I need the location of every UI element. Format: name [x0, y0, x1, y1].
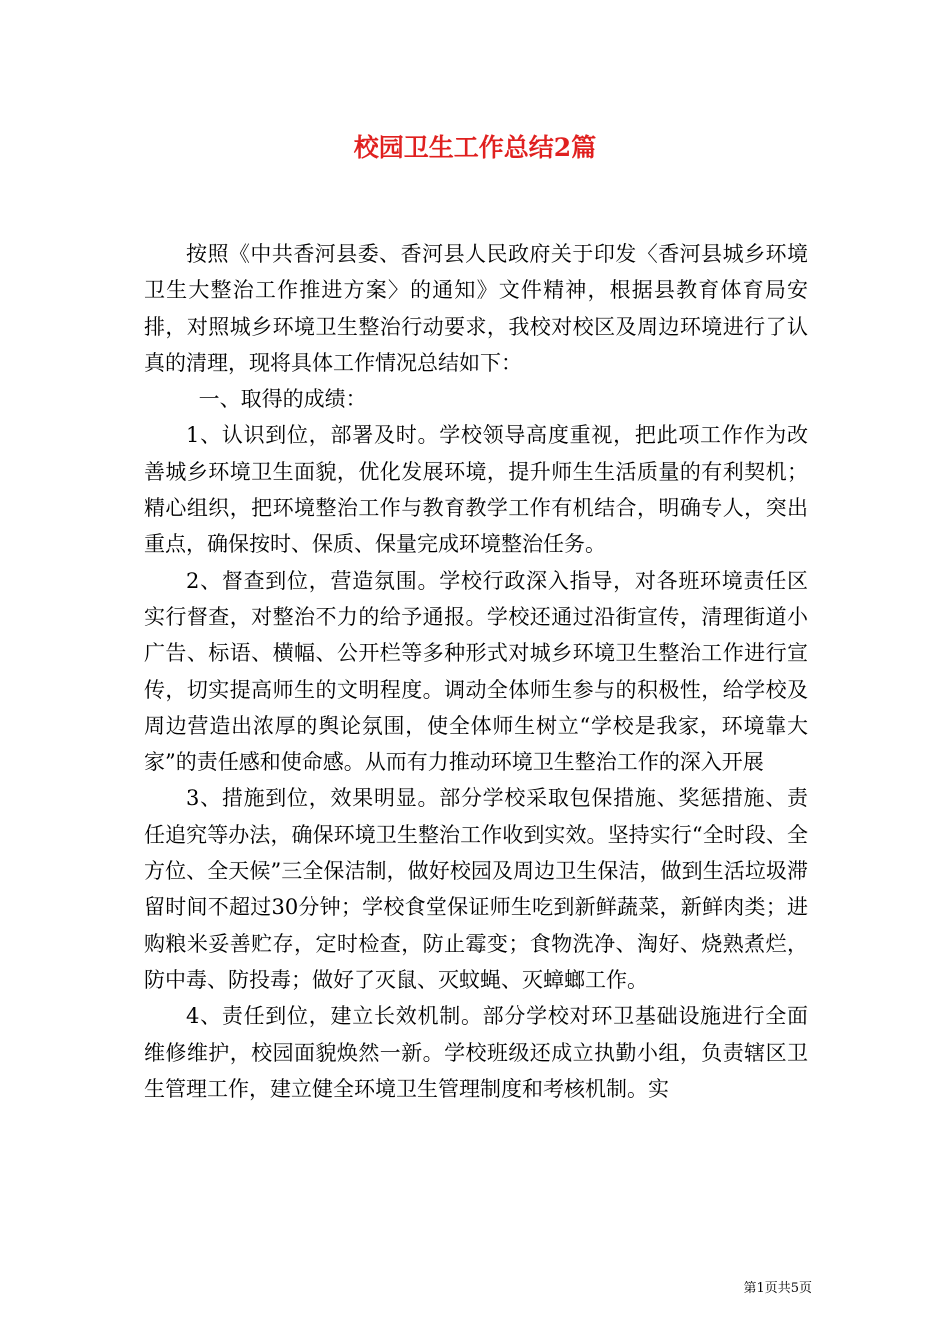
- paragraph-item-4: 4、责任到位，建立长效机制。部分学校对环卫基础设施进行全面维修维护，校园面貌焕然一新。学校班级还成立执勤小组，负责辖区卫生管理工作，建立健全环境卫生管理制度和考核机制。实: [144, 1004, 808, 1101]
- paragraph-item-1: 1、认识到位，部署及时。学校领导高度重视，把此项工作作为改善城乡环境卫生面貌，优化发展环境，提升师生生活质量的有利契机；精心组织，把环境整治工作与教育教学工作有机结合，明确专人，突出重点，确保按时、保质、保量完成环境整治任务。: [144, 423, 808, 557]
- paragraph-intro: 按照《中共香河县委、香河县人民政府关于印发〈香河县城乡环境卫生大整治工作推进方案〉的通知》文件精神，根据县教育体育局安排，对照城乡环境卫生整治行动要求，我校对校区及周边环境进行了认真的清理，现将具体工作情况总结如下：: [144, 242, 808, 375]
- page-number-footer: 第1页共5页: [743, 1281, 812, 1296]
- paragraph-item-2: 2、督查到位，营造氛围。学校行政深入指导，对各班环境责任区实行督查，对整治不力的给予通报。学校还通过沿街宣传，清理街道小广告、标语、横幅、公开栏等多种形式对城乡环境卫生整治工作进行宣传，切实提高师生的文明程度。调动全体师生参与的积极性，给学校及周边营造出浓厚的舆论氛围，使全体师生树立“学校是我家，环境靠大家”的责任感和使命感。从而有力推动环境卫生整治工作的深入开展: [144, 568, 808, 775]
- document-body: [144, 236, 808, 1107]
- paragraph-item-3: 3、措施到位，效果明显。部分学校采取包保措施、奖惩措施、责任追究等办法，确保环境卫生整治工作收到实效。坚持实行“全时段、全方位、全天候”三全保洁制，做好校园及周边卫生保洁，做到生活垃圾滞留时间不超过30分钟；学校食堂保证师生吃到新鲜蔬菜，新鲜肉类；进购粮米妥善贮存，定时检查，防止霉变；食物洗净、淘好、烧熟煮烂，防中毒、防投毒；做好了灭鼠、灭蚊蝇、灭蟑螂工作。: [144, 786, 808, 992]
- section-heading-achievements: 一、取得的成绩：: [198, 387, 367, 412]
- document-title: 校园卫生工作总结2篇: [353, 133, 597, 162]
